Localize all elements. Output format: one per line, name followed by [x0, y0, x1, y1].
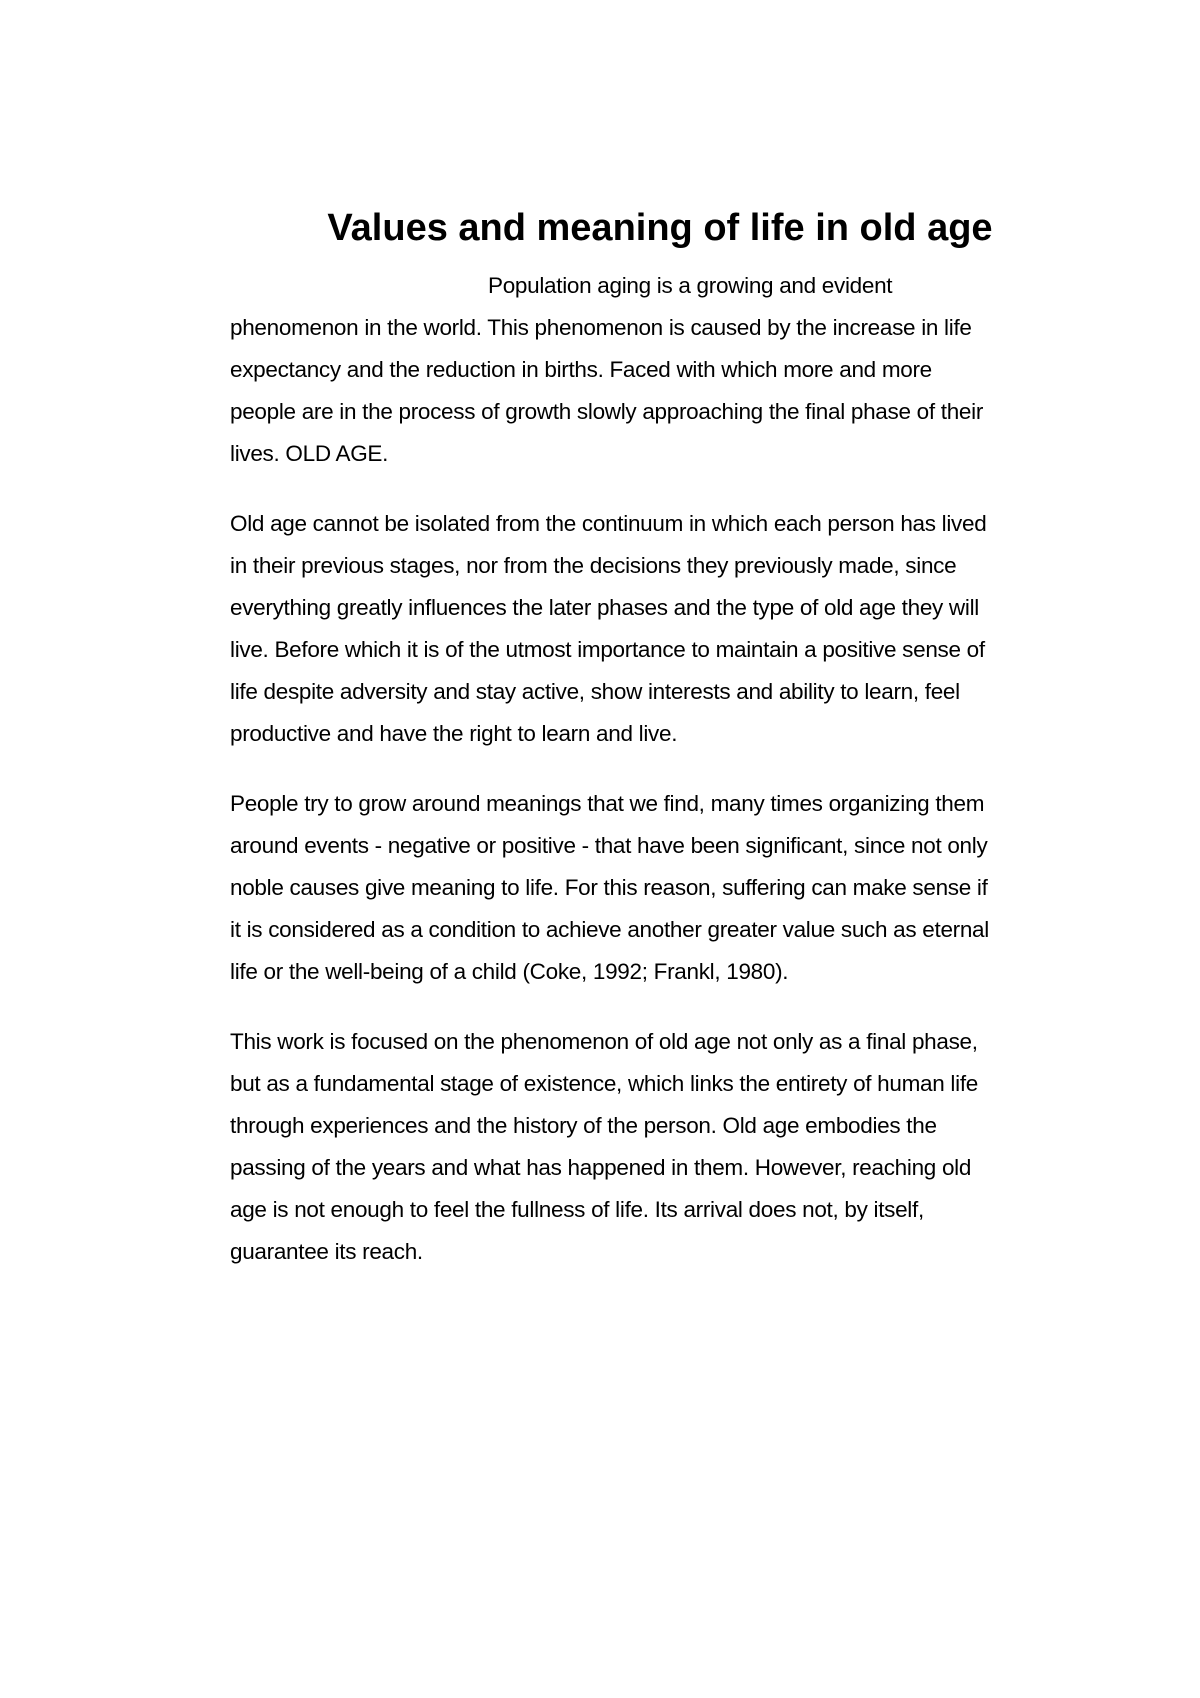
paragraph-line: guarantee its reach. — [230, 1239, 423, 1264]
paragraph-line: age is not enough to feel the fullness of life. Its arrival does not, by itself, — [230, 1197, 924, 1222]
paragraph-line: lives. OLD AGE. — [230, 441, 389, 466]
paragraph-line: around events - negative or positive - that have been significant, since not only — [230, 833, 988, 858]
paragraph-line: expectancy and the reduction in births. Faced with which more and more — [230, 357, 932, 382]
paragraph-line: everything greatly influences the later phases and the type of old age they will — [230, 595, 979, 620]
document-body — [230, 265, 1090, 1301]
paragraph-line: Population aging is a growing and evident — [488, 273, 893, 298]
paragraph-line: noble causes give meaning to life. For this reason, suffering can make sense if — [230, 875, 988, 900]
paragraph-line: people are in the process of growth slowly approaching the final phase of their — [230, 399, 984, 424]
document-title: Values and meaning of life in old age — [327, 207, 993, 249]
paragraph-line: but as a fundamental stage of existence, which links the entirety of human life — [230, 1071, 978, 1096]
paragraph-line: Old age cannot be isolated from the continuum in which each person has lived — [230, 511, 987, 536]
paragraph-line: life or the well-being of a child (Coke, 1992; Frankl, 1980). — [230, 959, 789, 984]
paragraph-line: phenomenon in the world. This phenomenon is caused by the increase in life — [230, 315, 972, 340]
paragraph-1 — [230, 265, 1090, 475]
paragraph-4 — [230, 1021, 1090, 1273]
paragraph-line: passing of the years and what has happened in them. However, reaching old — [230, 1155, 972, 1180]
paragraph-3 — [230, 783, 1090, 993]
paragraph-line: productive and have the right to learn and live. — [230, 721, 678, 746]
paragraph-line: through experiences and the history of the person. Old age embodies the — [230, 1113, 937, 1138]
paragraph-line: it is considered as a condition to achieve another greater value such as eternal — [230, 917, 989, 942]
paragraph-line: life despite adversity and stay active, show interests and ability to learn, feel — [230, 679, 960, 704]
paragraph-line: in their previous stages, nor from the decisions they previously made, since — [230, 553, 957, 578]
paragraph-line: People try to grow around meanings that we find, many times organizing them — [230, 791, 985, 816]
paragraph-2 — [230, 503, 1090, 755]
paragraph-line: This work is focused on the phenomenon of old age not only as a final phase, — [230, 1029, 978, 1054]
paragraph-line: live. Before which it is of the utmost importance to maintain a positive sense of — [230, 637, 985, 662]
